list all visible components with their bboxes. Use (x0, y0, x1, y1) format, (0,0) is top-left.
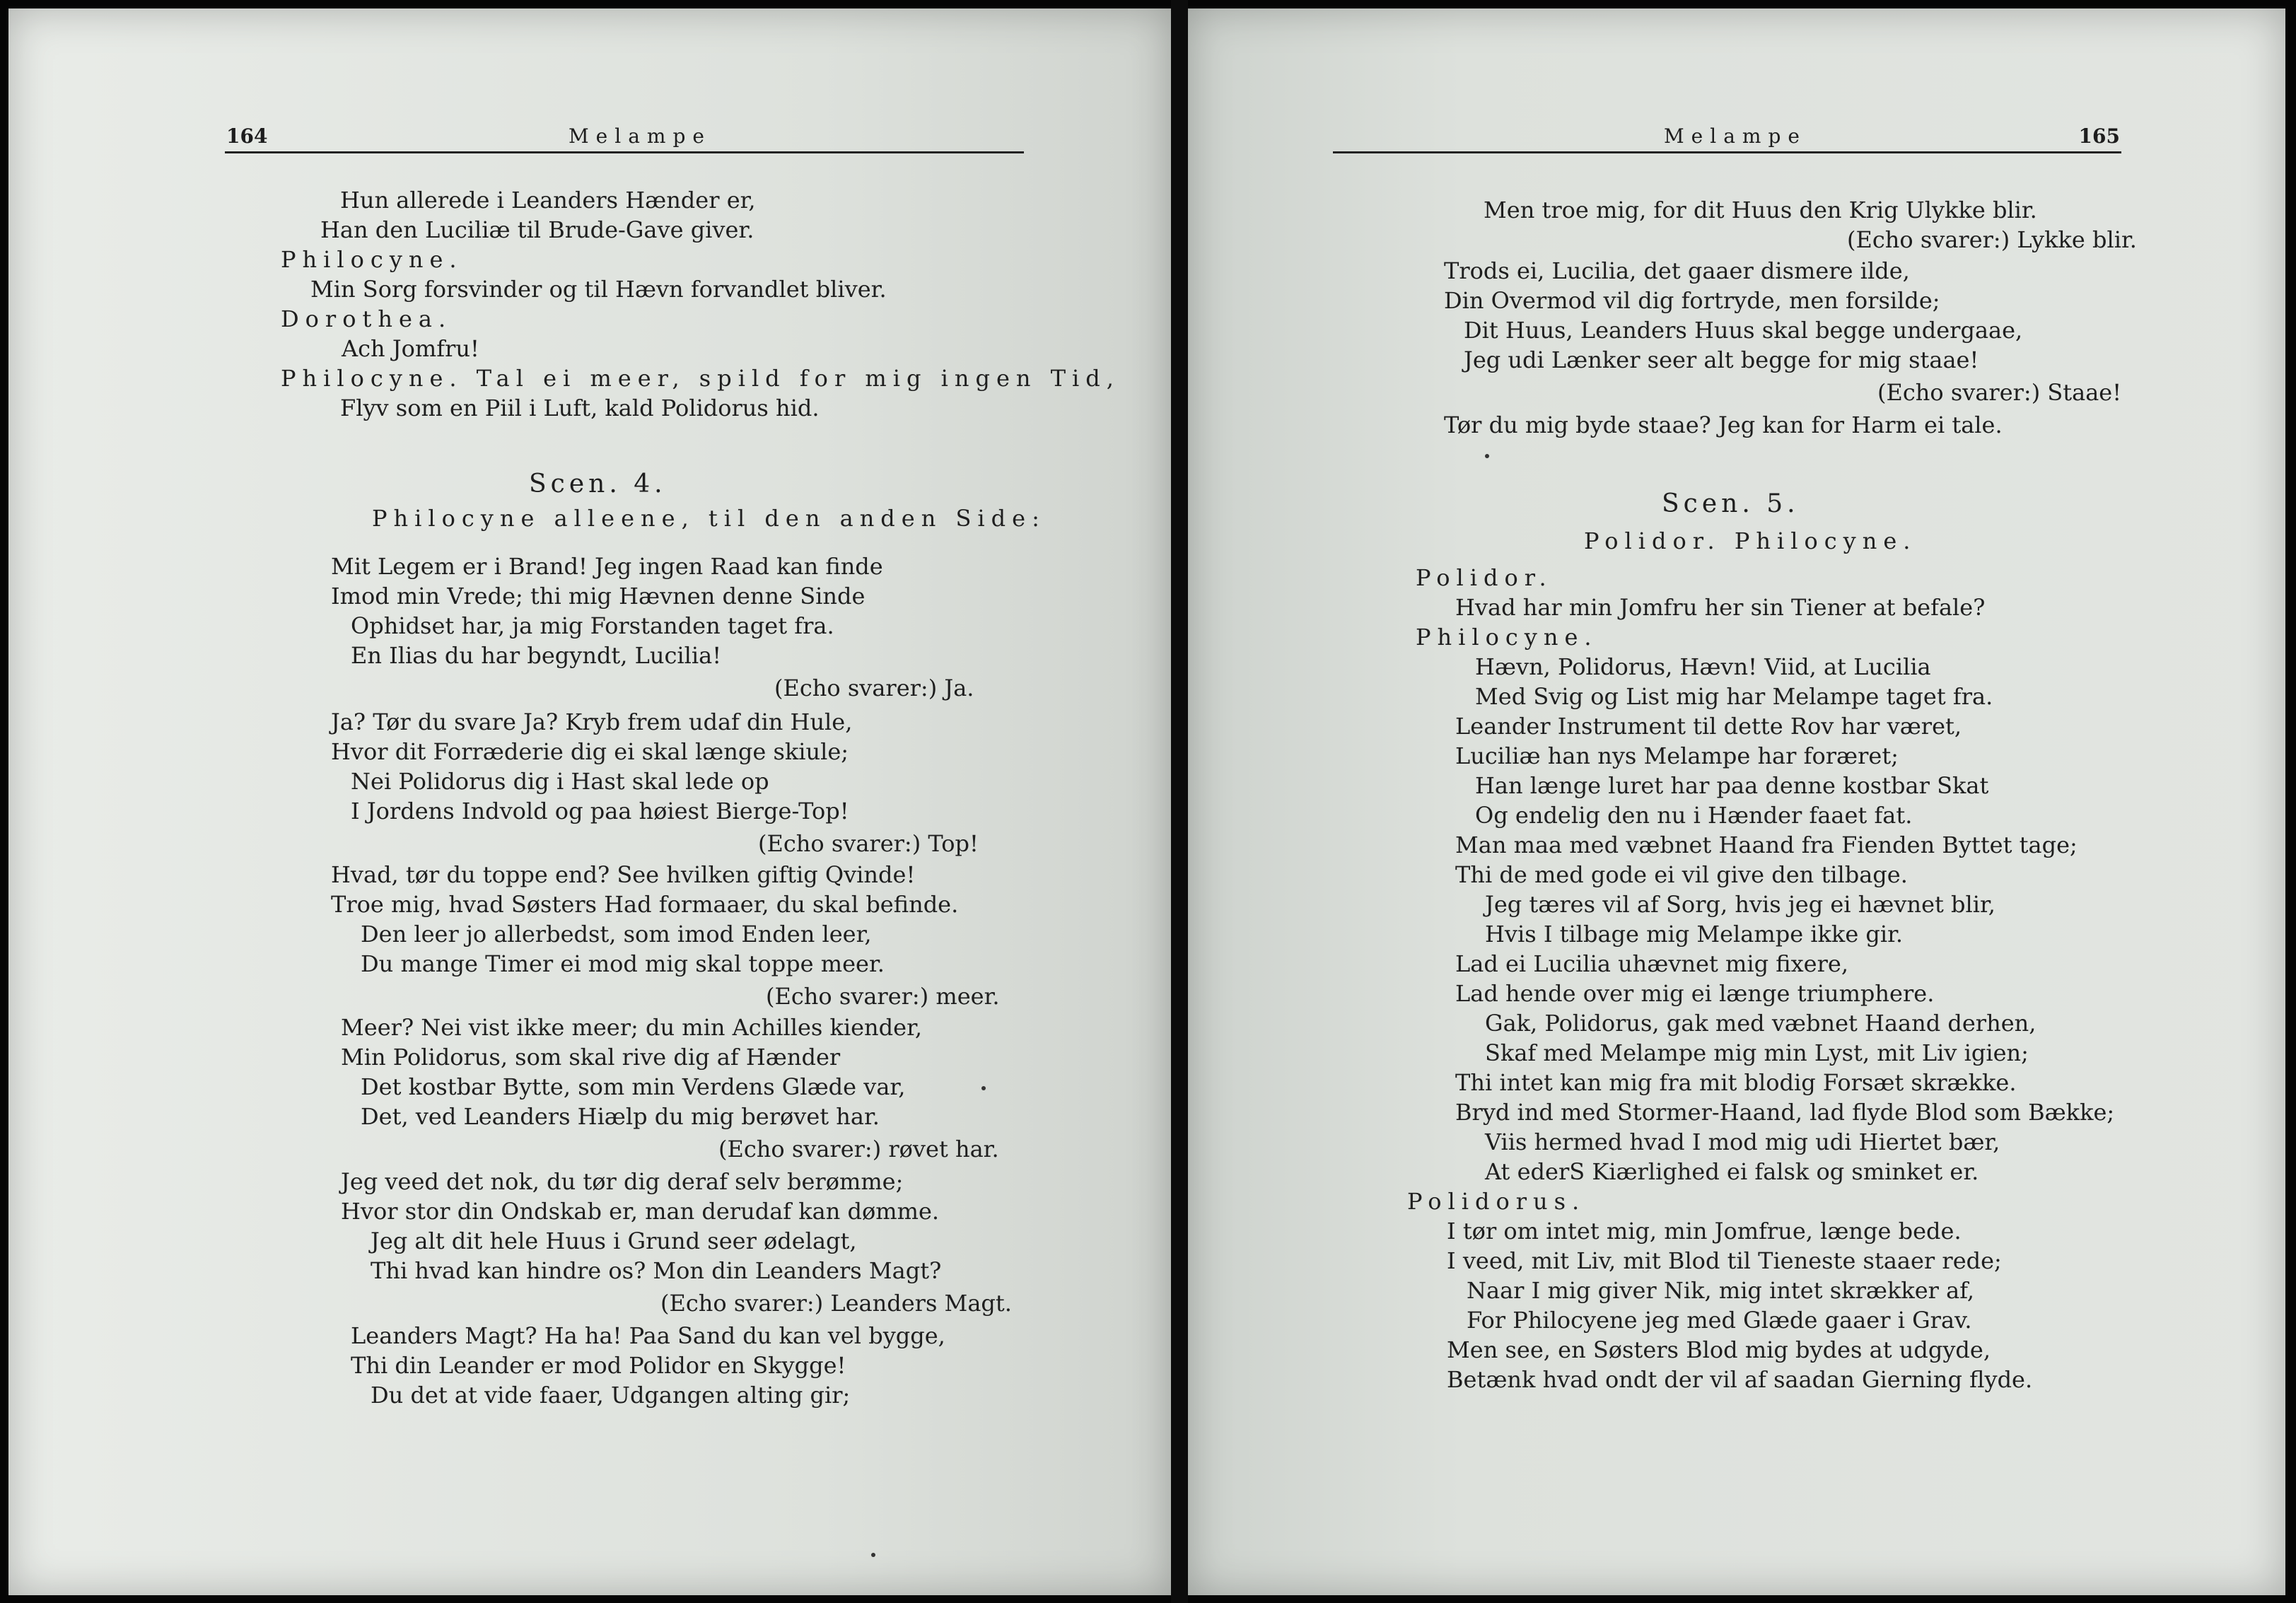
verse-line: Og endelig den nu i Hænder faaet fat. (1475, 802, 1913, 829)
verse-line: Tør du mig byde staae? Jeg kan for Harm ei tale. (1444, 412, 2003, 438)
verse-line: Nei Polidorus dig i Hast skal lede op (351, 768, 769, 795)
verse-line: I veed, mit Liv, mit Blod til Tieneste staaer rede; (1447, 1247, 2002, 1274)
right-page (1188, 8, 2285, 1595)
verse-line: Thi de med gode ei vil give den tilbage. (1455, 861, 1908, 888)
speaker-name: Dorothea. (281, 305, 453, 332)
verse-line: Men see, en Søsters Blod mig bydes at udgyde, (1447, 1336, 1991, 1363)
verse-line: Luciliæ han nys Melampe har foræret; (1455, 742, 1899, 769)
book-gutter (1171, 0, 1188, 1603)
verse-line: Jeg udi Lænker seer alt begge for mig staae! (1464, 346, 1979, 373)
verse-line: Man maa med væbnet Haand fra Fienden Byttet tage; (1455, 832, 2078, 858)
verse-line: Jeg veed det nok, du tør dig deraf selv berømme; (341, 1168, 904, 1195)
verse-line: Hvor dit Forræderie dig ei skal længe skiule; (331, 738, 849, 765)
verse-line: Troe mig, hvad Søsters Had formaaer, du skal befinde. (331, 891, 959, 918)
verse-line: Hun allerede i Leanders Hænder er, (340, 187, 756, 214)
right-page-text (1188, 8, 2285, 1595)
verse-line: Du mange Timer ei mod mig skal toppe meer. (361, 950, 885, 977)
verse-line: Trods ei, Lucilia, det gaaer dismere ilde, (1444, 257, 1910, 284)
verse-line: Mit Legem er i Brand! Jeg ingen Raad kan finde (331, 553, 883, 580)
print-speck (871, 1553, 875, 1557)
verse-line: Thi din Leander er mod Polidor en Skygge! (351, 1352, 846, 1379)
verse-line: Min Polidorus, som skal rive dig af Hænder (341, 1044, 841, 1071)
speaker-name: Philocyne. (281, 246, 463, 273)
verse-line: Med Svig og List mig har Melampe taget fra. (1475, 683, 1993, 710)
verse-line: Hvad har min Jomfru her sin Tiener at befale? (1455, 594, 1986, 621)
verse-line: Skaf med Melampe mig min Lyst, mit Liv igien; (1485, 1039, 2029, 1066)
left-page-text (8, 8, 1171, 1595)
verse-line: Gak, Polidorus, gak med væbnet Haand derhen, (1485, 1010, 2036, 1037)
verse-line: Leander Instrument til dette Rov har været, (1455, 713, 1962, 740)
left-page (8, 8, 1171, 1595)
echo-line: (Echo svarer:) Staae! (1877, 379, 2122, 406)
print-speck (981, 1086, 986, 1090)
speaker-name: Philocyne. (1416, 624, 1598, 651)
right-running-title: Melampe (1664, 124, 1807, 148)
verse-line: Du det at vide faaer, Udgangen alting gir; (371, 1382, 851, 1409)
verse-line: Min Sorg forsvinder og til Hævn forvandlet bliver. (310, 276, 887, 303)
verse-line: Den leer jo allerbedst, som imod Enden leer, (361, 921, 872, 948)
verse-line: Ach Jomfru! (342, 335, 479, 362)
left-running-title: Melampe (569, 124, 711, 148)
verse-line: Lad ei Lucilia uhævnet mig fixere, (1455, 950, 1848, 977)
verse-line: Jeg tæres vil af Sorg, hvis jeg ei hævnet blir, (1485, 891, 1995, 918)
echo-line: (Echo svarer:) Leanders Magt. (660, 1290, 1012, 1317)
verse-line: Naar I mig giver Nik, mig intet skrækker af, (1467, 1277, 1975, 1304)
verse-line: Ophidset har, ja mig Forstanden taget fra. (351, 612, 834, 639)
verse-line: At ederS Kiærlighed ei falsk og sminket er. (1485, 1158, 1979, 1185)
verse-line: Ja? Tør du svare Ja? Kryb frem udaf din Hule, (331, 709, 853, 735)
verse-line: Viis hermed hvad I mod mig udi Hiertet bær, (1485, 1129, 2000, 1155)
verse-line: Flyv som en Piil i Luft, kald Polidorus hid. (340, 395, 820, 421)
verse-line: Din Overmod vil dig fortryde, men forsilde; (1444, 287, 1940, 314)
verse-line: Dit Huus, Leanders Huus skal begge undergaae, (1464, 317, 2023, 344)
verse-line: Hvad, tør du toppe end? See hvilken giftig Qvinde! (331, 861, 916, 888)
speaker-name: Polidor. (1416, 564, 1553, 591)
verse-line: Men troe mig, for dit Huus den Krig Ulykke blir. (1484, 197, 2037, 223)
verse-line: Thi intet kan mig fra mit blodig Forsæt skrække. (1455, 1069, 2017, 1096)
speaker-name: Polidorus. (1407, 1188, 1586, 1215)
verse-line: En Ilias du har begyndt, Lucilia! (351, 642, 722, 669)
echo-line: (Echo svarer:) meer. (766, 983, 1000, 1010)
verse-line: Thi hvad kan hindre os? Mon din Leanders Magt? (371, 1257, 942, 1284)
verse-line: Han længe luret har paa denne kostbar Skat (1475, 772, 1989, 799)
verse-line: I tør om intet mig, min Jomfrue, længe bede. (1447, 1218, 1962, 1244)
verse-line: Hvor stor din Ondskab er, man derudaf kan dømme. (341, 1198, 940, 1225)
echo-line: (Echo svarer:) Lykke blir. (1847, 226, 2137, 253)
verse-line: Hvis I tilbage mig Melampe ikke gir. (1485, 921, 1904, 948)
verse-line: Lad hende over mig ei længe triumphere. (1455, 980, 1935, 1007)
verse-line: For Philocyene jeg med Glæde gaaer i Grav. (1467, 1307, 1972, 1334)
verse-line: Meer? Nei vist ikke meer; du min Achilles kiender, (341, 1014, 923, 1041)
echo-line: (Echo svarer:) Ja. (774, 675, 974, 701)
stage-direction: Philocyne alleene, til den anden Side: (372, 505, 1046, 532)
verse-line: Han den Luciliæ til Brude-Gave giver. (320, 216, 754, 243)
verse-line: Betænk hvad ondt der vil af saadan Gierning flyde. (1447, 1366, 2033, 1393)
right-page-number: 165 (2078, 124, 2120, 148)
scene-heading: Scen. 5. (1662, 489, 1800, 518)
print-speck (1485, 454, 1489, 458)
verse-line: I Jordens Indvold og paa høiest Bierge-Top! (351, 798, 849, 824)
verse-line: Philocyne. Tal ei meer, spild for mig ingen Tid, (281, 365, 1120, 392)
verse-line: Det, ved Leanders Hiælp du mig berøvet har. (361, 1103, 880, 1130)
stage-direction: Polidor. Philocyne. (1584, 527, 1917, 554)
verse-line: Hævn, Polidorus, Hævn! Viid, at Lucilia (1475, 653, 1931, 680)
verse-line: Imod min Vrede; thi mig Hævnen denne Sinde (331, 583, 866, 610)
verse-line: Leanders Magt? Ha ha! Paa Sand du kan vel bygge, (351, 1322, 945, 1349)
verse-line: Bryd ind med Stormer-Haand, lad flyde Blod som Bække; (1455, 1099, 2115, 1126)
echo-line: (Echo svarer:) røvet har. (718, 1136, 999, 1162)
echo-line: (Echo svarer:) Top! (758, 830, 979, 857)
verse-line: Jeg alt dit hele Huus i Grund seer ødelagt, (371, 1228, 857, 1254)
verse-line: Det kostbar Bytte, som min Verdens Glæde var, (361, 1073, 906, 1100)
left-page-number: 164 (226, 124, 268, 148)
scene-heading: Scen. 4. (529, 470, 667, 499)
